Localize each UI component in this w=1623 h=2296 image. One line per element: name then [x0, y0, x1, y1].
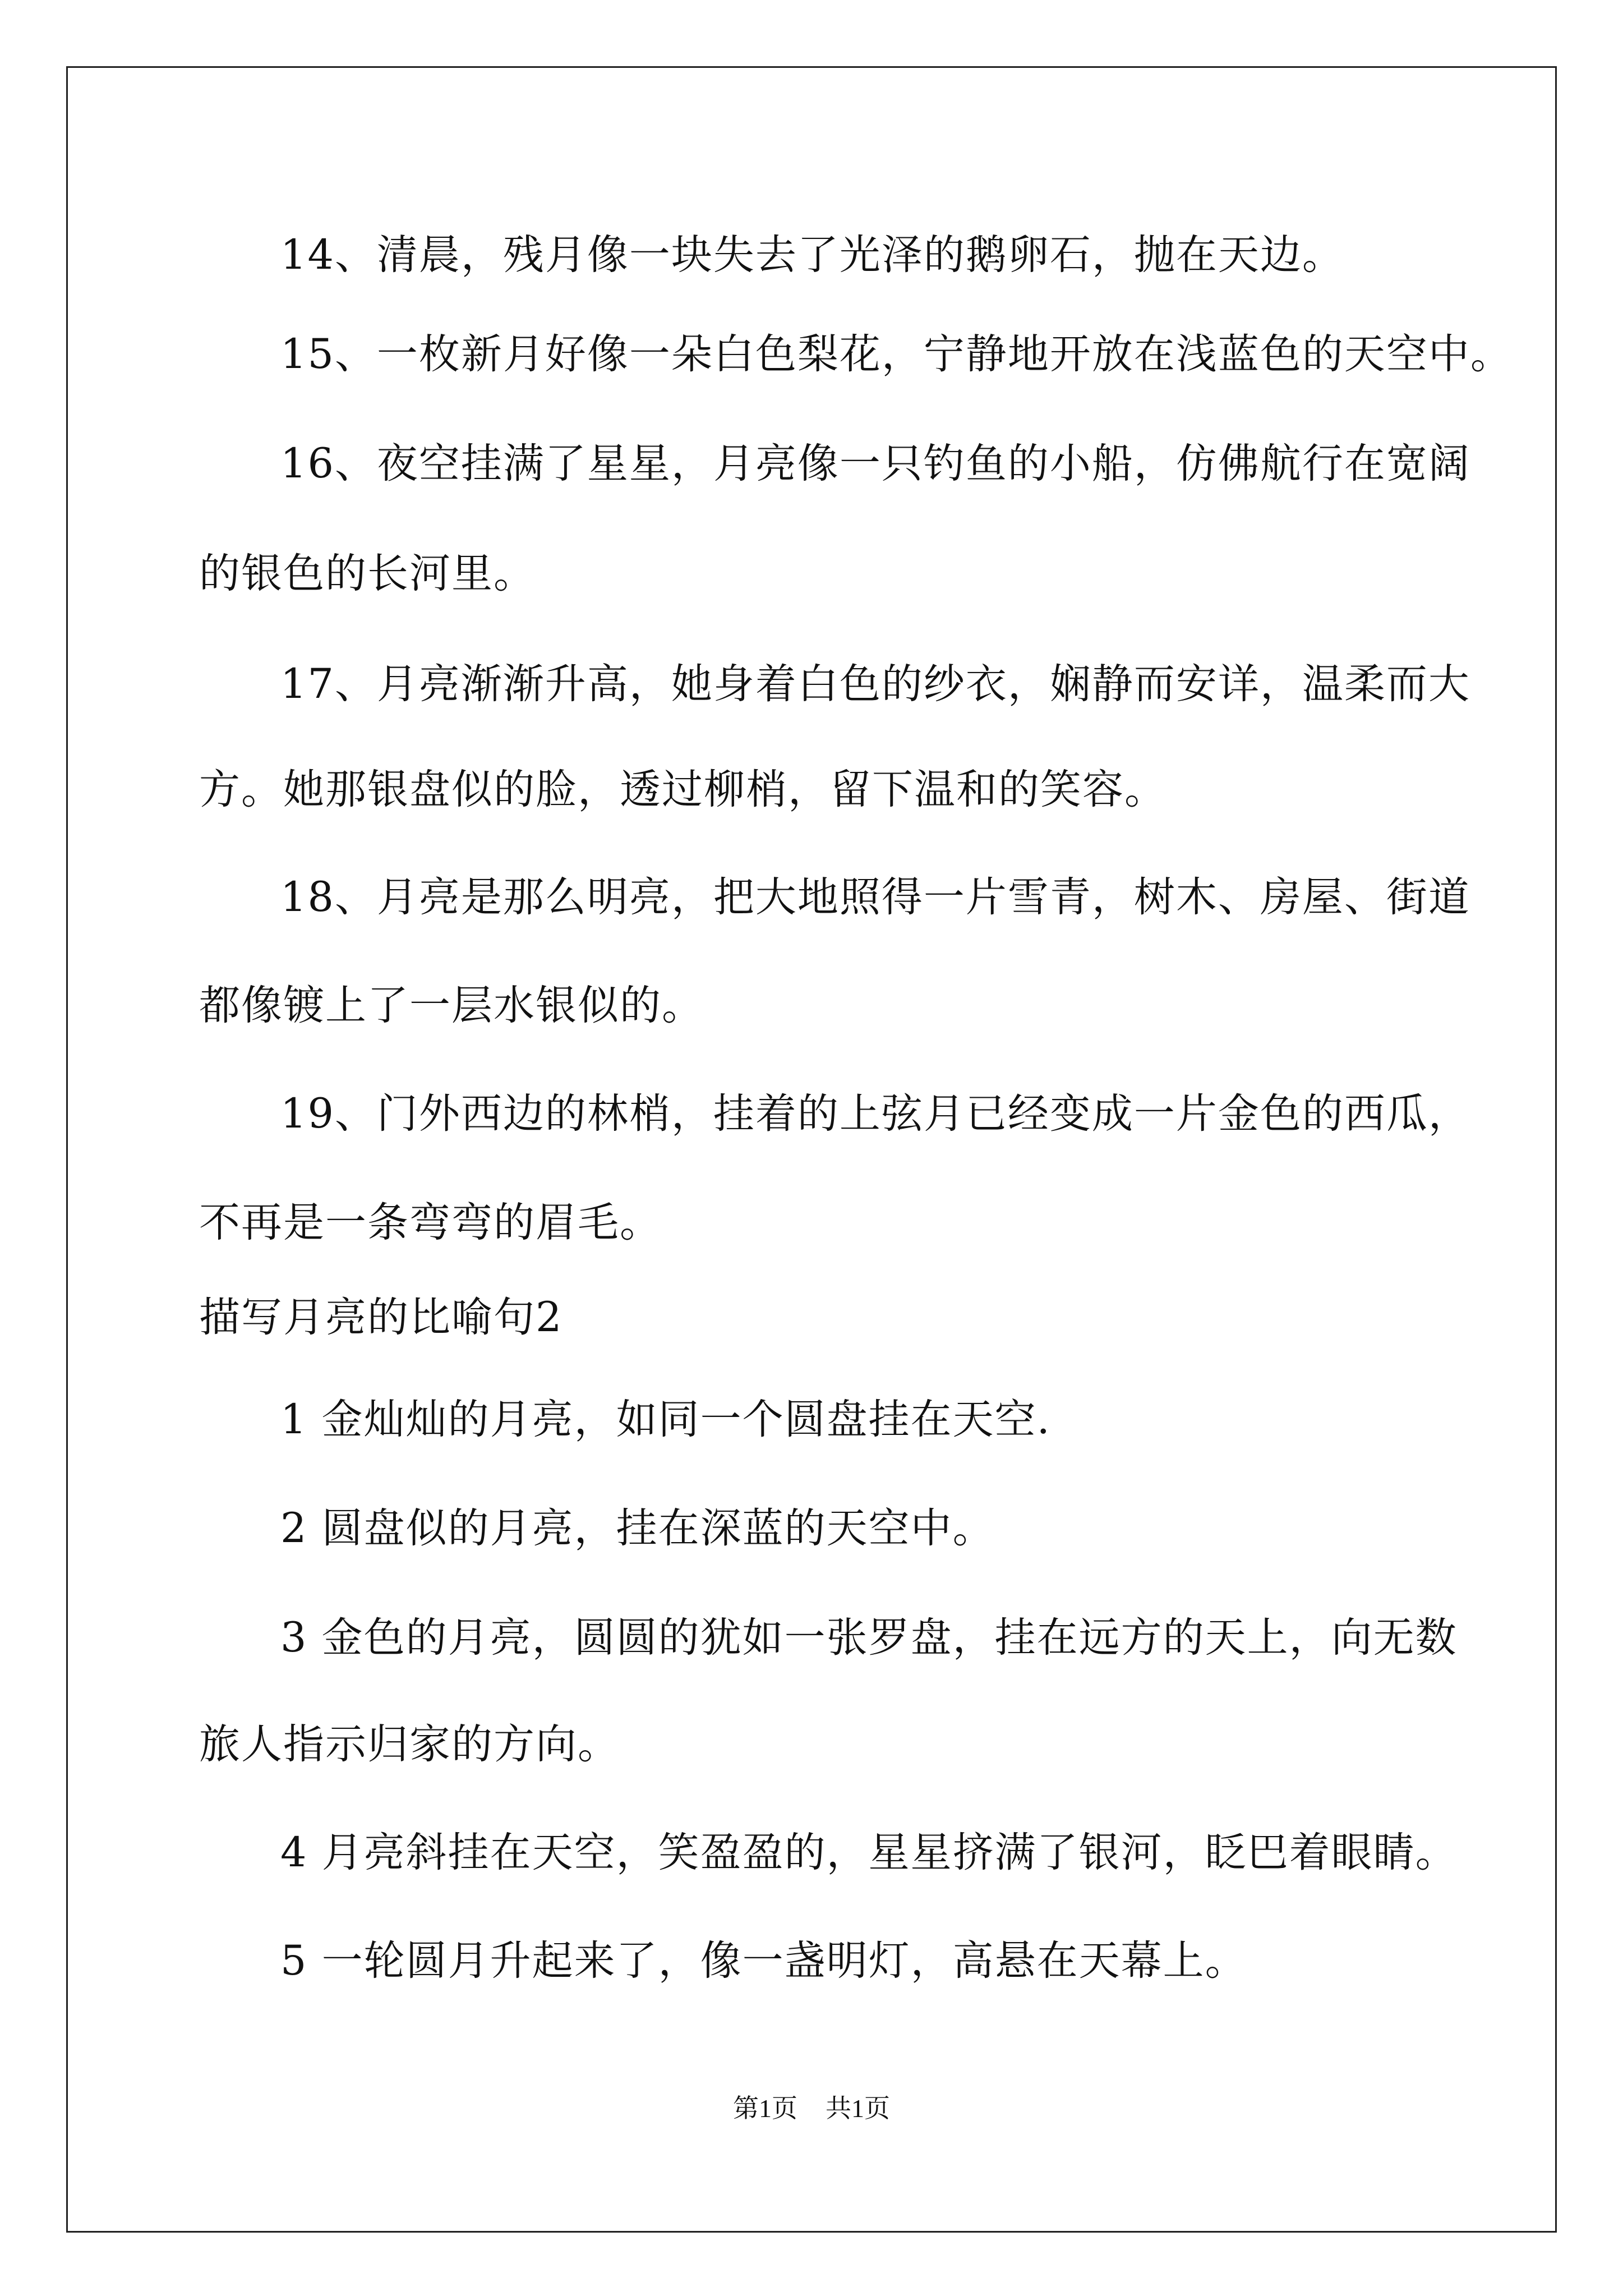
page-number: 第1页 [733, 2094, 797, 2123]
page-total: 共1页 [826, 2094, 890, 2123]
text-line: 4 月亮斜挂在天空，笑盈盈的，星星挤满了银河，眨巴着眼睛。 [280, 1829, 1458, 1876]
text-line: 5 一轮圆月升起来了，像一盏明灯，高悬在天幕上。 [280, 1937, 1247, 1985]
text-line: 19、门外西边的林梢，挂着的上弦月已经变成一片金色的西瓜， [280, 1090, 1470, 1138]
page-frame [66, 66, 1557, 2233]
text-line: 1 金灿灿的月亮，如同一个圆盘挂在天空. [280, 1396, 1051, 1443]
section-heading: 描写月亮的比喻句2 [199, 1294, 563, 1341]
text-line: 2 圆盘似的月亮，挂在深蓝的天空中。 [280, 1504, 995, 1552]
text-line: 方。她那银盘似的脸，透过柳梢，留下温和的笑容。 [199, 766, 1166, 813]
text-line: 17、月亮渐渐升高，她身着白色的纱衣，娴静而安详，温柔而大 [280, 660, 1470, 708]
text-line: 都像镀上了一层水银似的。 [199, 982, 704, 1029]
text-line: 3 金色的月亮，圆圆的犹如一张罗盘，挂在远方的天上，向无数 [280, 1614, 1458, 1662]
text-line: 旅人指示归家的方向。 [199, 1720, 620, 1768]
text-line: 16、夜空挂满了星星，月亮像一只钓鱼的小船，仿佛航行在宽阔 [280, 440, 1470, 487]
text-line: 18、月亮是那么明亮，把大地照得一片雪青，树木、房屋、街道 [280, 873, 1470, 921]
page-footer [0, 2096, 1623, 2122]
text-line: 不再是一条弯弯的眉毛。 [199, 1199, 662, 1246]
text-line: 的银色的长河里。 [199, 550, 536, 597]
text-line: 15、一枚新月好像一朵白色梨花，宁静地开放在浅蓝色的天空中。 [280, 330, 1513, 378]
text-line: 14、清晨，残月像一块失去了光泽的鹅卵石，抛在天边。 [280, 231, 1344, 279]
